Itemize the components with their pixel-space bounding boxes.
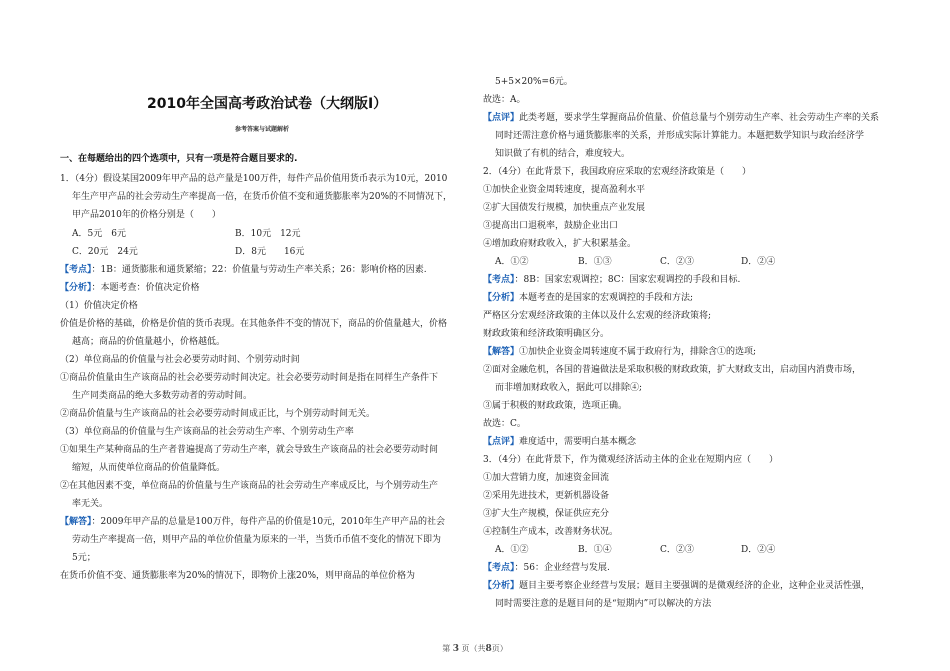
q1-line-1: 1．（4分）假设某国2009年甲产品的总产量是100万件，每件产品价值用货币表示为10元，2010: [60, 174, 448, 184]
section-heading: 一、在每题给出的四个选项中，只有一项是符合题目要求的.: [60, 154, 298, 164]
tag-dianping: 【点评】: [483, 113, 520, 123]
answer-line: ③属于积极的财政政策，选项正确。: [483, 401, 628, 411]
q2-jieda: 【解答】①加快企业资金周转速度不属于政府行为，排除含①的选项;: [483, 347, 757, 357]
q2-option-a: A．①②: [495, 257, 529, 267]
answer-line: 在货币价值不变、通货膨胀率为20%的情况下，即物价上涨20%，则甲商品的单位价格为: [60, 571, 416, 581]
q1-dianping: 【点评】此类考题，要求学生掌握商品价值量、价值总量与个别劳动生产率、社会劳动生产率的关系: [483, 113, 880, 123]
analysis-line: 价值是价格的基础，价格是价值的货币表现。在其他条件不变的情况下，商品的价值量越大，价格: [60, 319, 448, 329]
q2-item: ④增加政府财政收入，扩大积累基金。: [483, 239, 637, 249]
q3-option-a: A．①②: [495, 545, 529, 555]
analysis-line: 缩短，从而使单位商品的价值量降低。: [72, 463, 226, 473]
q2-item: ③提高出口退税率，鼓励企业出口: [483, 221, 619, 231]
q3-item: ③扩大生产规模，保证供应充分: [483, 509, 610, 519]
q2-kaodian: 【考点】：8B：国家宏观调控；8C：国家宏观调控的手段和目标.: [483, 275, 741, 285]
q1-line-3: 甲产品2010年的价格分别是（ ）: [72, 210, 221, 220]
comment-line: 知识做了有机的结合，难度较大。: [495, 149, 631, 159]
q3-option-b: B．①④: [578, 545, 612, 555]
q3-item: ②采用先进技术，更新机器设备: [483, 491, 610, 501]
analysis-line: 越高；商品的价值量越小，价格越低。: [72, 337, 226, 347]
q1-fenxi: 【分析】：本题考查：价值决定价格: [60, 283, 200, 293]
q2-item: ②扩大国债发行规模，加快重点产业发展: [483, 203, 646, 213]
page-subtitle: 参考答案与试题解析: [235, 126, 290, 133]
q2-option-c: C．②③: [660, 257, 694, 267]
analysis-line: （1）价值决定价格: [60, 301, 138, 311]
comment-line: 同时还需注意价格与通货膨胀率的关系，并形成实际计算能力。本题把数学知识与政治经济学: [495, 131, 865, 141]
analysis-line: 严格区分宏观经济政策的主体以及什么宏观的经济政策将;: [483, 311, 712, 321]
answer-choice: 故选：C。: [483, 419, 526, 429]
page-title: 2010年全国高考政治试卷（大纲版Ⅰ）: [147, 96, 388, 112]
q1-option-a: A．5元 6元: [72, 229, 126, 239]
q2-stem: 2．（4分）在此背景下，我国政府应采取的宏观经济政策是（ ）: [483, 167, 751, 177]
page-total: 8: [485, 644, 492, 654]
q3-kaodian: 【考点】：56：企业经营与发展.: [483, 563, 610, 573]
page-number: 3: [452, 644, 459, 654]
answer-choice: 故选：A。: [483, 95, 526, 105]
q2-item: ①加快企业资金周转速度，提高盈利水平: [483, 185, 646, 195]
q2-option-d: D．②④: [741, 257, 776, 267]
analysis-line: ①商品价值量由生产该商品的社会必要劳动时间决定。社会必要劳动时间是指在同样生产条件下: [60, 373, 439, 383]
analysis-line: 同时需要注意的是题目问的是“短期内”可以解决的方法: [495, 599, 712, 609]
analysis-line: （2）单位商品的价值量与社会必要劳动时间、个别劳动时间: [60, 355, 300, 365]
q1-jieda: 【解答】：2009年甲产品的总量是100万件，每件产品的价值是10元，2010年生产甲产品的社会: [60, 517, 445, 527]
analysis-line: （3）单位商品的价值量与生产该商品的社会劳动生产率、个别劳动生产率: [60, 427, 354, 437]
analysis-line: 率无关。: [72, 499, 109, 509]
answer-line: 5元；: [72, 553, 96, 563]
q2-fenxi: 【分析】本题考查的是国家的宏观调控的手段和方法;: [483, 293, 694, 303]
q2-dianping: 【点评】难度适中，需要明白基本概念: [483, 437, 637, 447]
page-footer: 第 3 页（共8页）: [442, 644, 508, 654]
q1-option-c: C．20元 24元: [72, 247, 138, 257]
analysis-line: ②在其他因素不变，单位商品的价值量与生产该商品的社会劳动生产率成反比，与个别劳动生产: [60, 481, 439, 491]
tag-jieda: 【解答】: [60, 517, 92, 527]
q3-item: ④控制生产成本，改善财务状况。: [483, 527, 619, 537]
q1-line-2: 年生产甲产品的社会劳动生产率提高一倍，在货币价值不变和通货膨胀率为20%的不同情况下，: [72, 192, 453, 202]
q3-option-d: D．②④: [741, 545, 776, 555]
tag-kaodian: 【考点】: [60, 265, 92, 275]
answer-line: 劳动生产率提高一倍，则甲产品的单位价值量为原来的一半，当货币币值不变化的情况下即为: [72, 535, 442, 545]
analysis-line: 生产同类商品的绝大多数劳动者的劳动时间。: [72, 391, 253, 401]
q1-option-b: B．10元 12元: [235, 229, 301, 239]
q1-option-d: D．8元 16元: [235, 247, 305, 257]
q2-option-b: B．①③: [578, 257, 612, 267]
q3-item: ①加大营销力度，加速资金回流: [483, 473, 610, 483]
analysis-line: ①如果生产某种商品的生产者普遍提高了劳动生产率，就会导致生产该商品的社会必要劳动时间: [60, 445, 439, 455]
answer-line: 而非增加财政收入，据此可以排除④;: [495, 383, 643, 393]
answer-line: 5+5×20%=6元。: [495, 77, 573, 87]
answer-line: ②面对金融危机，各国的普遍做法是采取积极的财政政策，扩大财政支出，启动国内消费市场，: [483, 365, 862, 375]
tag-fenxi: 【分析】: [60, 283, 92, 293]
q3-option-c: C．②③: [660, 545, 694, 555]
q3-fenxi: 【分析】题目主要考察企业经营与发展；题目主要强调的是微观经济的企业，这种企业灵活性强，: [483, 581, 871, 591]
q1-kaodian: 【考点】：1B：通货膨胀和通货紧缩；22：价值量与劳动生产率关系；26：影响价格的因素.: [60, 265, 427, 275]
analysis-line: 财政政策和经济政策明确区分。: [483, 329, 610, 339]
q3-stem: 3．（4分）在此背景下，作为微观经济活动主体的企业在短期内应（ ）: [483, 455, 778, 465]
analysis-line: ②商品价值量与生产该商品的社会必要劳动时间成正比，与个别劳动时间无关。: [60, 409, 376, 419]
